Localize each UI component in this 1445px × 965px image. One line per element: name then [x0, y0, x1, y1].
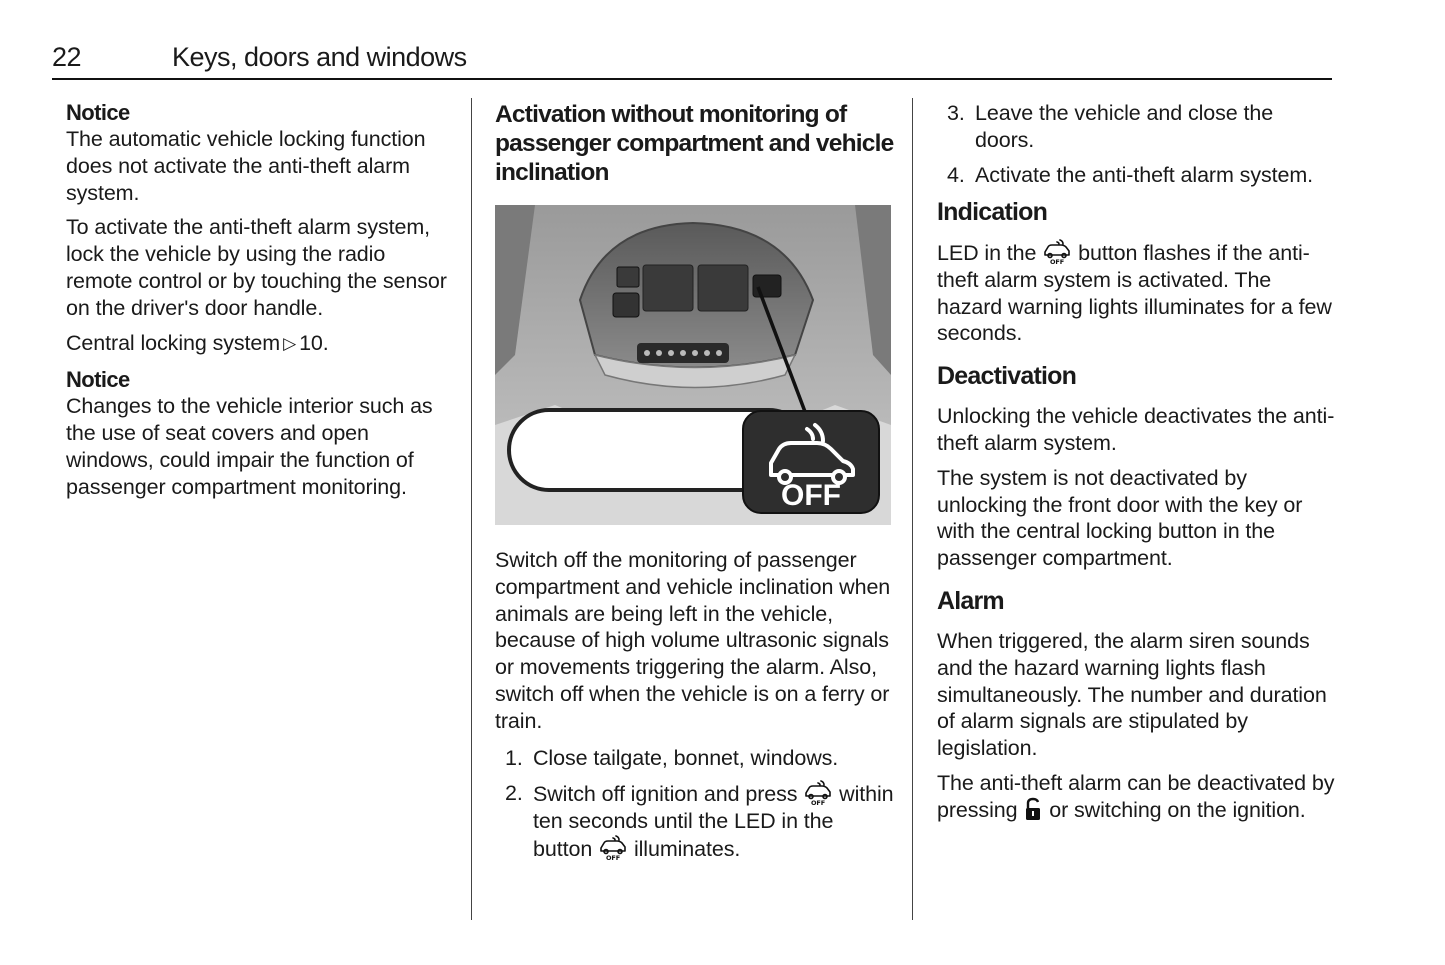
cross-reference	[66, 330, 456, 358]
step-text: Switch off ignition and press	[533, 781, 798, 806]
section-heading: Indication	[937, 198, 1048, 226]
notice-heading: Notice	[66, 100, 130, 125]
alarm-paragraph: When triggered, the alarm siren sounds and the hazard warning lights flash simultaneously. The number and duration of alarm signals are stipulated by legislation.	[937, 628, 1327, 761]
chapter-title: Keys, doors and windows	[172, 42, 467, 72]
section-heading: Activation without monitoring of passenger compartment and vehicle inclination	[495, 101, 894, 186]
overhead-console-figure	[495, 205, 891, 525]
svg-text:OFF: OFF	[606, 853, 621, 861]
page-number: 22	[52, 42, 82, 72]
column-divider	[912, 98, 913, 920]
column-left	[66, 100, 456, 509]
section-heading: Alarm	[937, 586, 1004, 615]
svg-text:OFF: OFF	[811, 798, 826, 806]
cross-reference-page[interactable]: 10.	[299, 330, 329, 355]
deactivation-paragraph: Unlocking the vehicle deactivates the anti-theft alarm system.	[937, 404, 1335, 455]
step-number: 2.	[505, 780, 523, 805]
cross-reference-label: Central locking system	[66, 330, 281, 355]
steps-list	[495, 745, 895, 863]
indication-text: LED in the	[937, 241, 1037, 265]
svg-text:OFF: OFF	[1050, 258, 1065, 265]
step-text: Activate the anti-theft alarm system.	[975, 163, 1314, 187]
list-item	[937, 100, 1337, 154]
notice-heading: Notice	[66, 367, 130, 393]
notice-text: The automatic vehicle locking function does not activate the anti-theft alarm system.	[66, 127, 426, 205]
deactivation-paragraph: The system is not deactivated by unlocking the front door with the key or with the central locking button in the passenger compartment.	[937, 465, 1303, 571]
step-text: Close tailgate, bonnet, windows.	[533, 745, 839, 770]
step-number: 1.	[505, 745, 523, 770]
column-middle	[495, 100, 895, 871]
notice-text: Changes to the vehicle interior such as the use of seat covers and open windows, could impair the function of passenger compartment monitoring.	[66, 394, 433, 499]
unlock-icon	[1023, 797, 1043, 821]
step-text: within ten seconds until the LED in the button	[533, 781, 894, 861]
switch-off-paragraph: Switch off the monitoring of passenger compartment and vehicle inclination when animals are being left in the vehicle, because of high volume ultrasonic signals or movements triggering the alarm. Also, switch off when the vehicle is on a ferry or train.	[495, 548, 891, 733]
page-reference-arrow-icon: ▷	[283, 333, 297, 353]
list-item	[495, 745, 895, 772]
list-item	[937, 162, 1337, 189]
list-item	[495, 780, 895, 863]
alarm-text: The anti-theft alarm can be deactivated by pressing	[937, 770, 1335, 822]
activation-paragraph: To activate the anti-theft alarm system, lock the vehicle by using the radio remote control or by touching the sensor on the driver's door handle.	[66, 215, 447, 320]
car-alarm-off-icon	[598, 835, 628, 861]
figure-button-label: OFF	[781, 479, 841, 512]
column-right	[937, 100, 1337, 832]
steps-list	[937, 100, 1337, 189]
step-number: 3.	[947, 101, 965, 125]
indication-text: button flashes if the anti-theft alarm system is activated. The hazard warning lights illuminates for a few seconds.	[937, 241, 1332, 346]
step-number: 4.	[947, 163, 965, 187]
section-heading: Deactivation	[937, 362, 1077, 391]
car-alarm-off-icon	[803, 780, 833, 806]
column-divider	[471, 98, 472, 920]
alarm-paragraph	[937, 770, 1337, 824]
alarm-text: or switching on the ignition.	[1049, 797, 1306, 822]
car-alarm-off-icon	[1042, 239, 1072, 265]
page-header	[52, 38, 1332, 80]
indication-paragraph	[937, 239, 1337, 347]
step-text: illuminates.	[633, 836, 741, 861]
step-text: Leave the vehicle and close the doors.	[975, 101, 1274, 152]
